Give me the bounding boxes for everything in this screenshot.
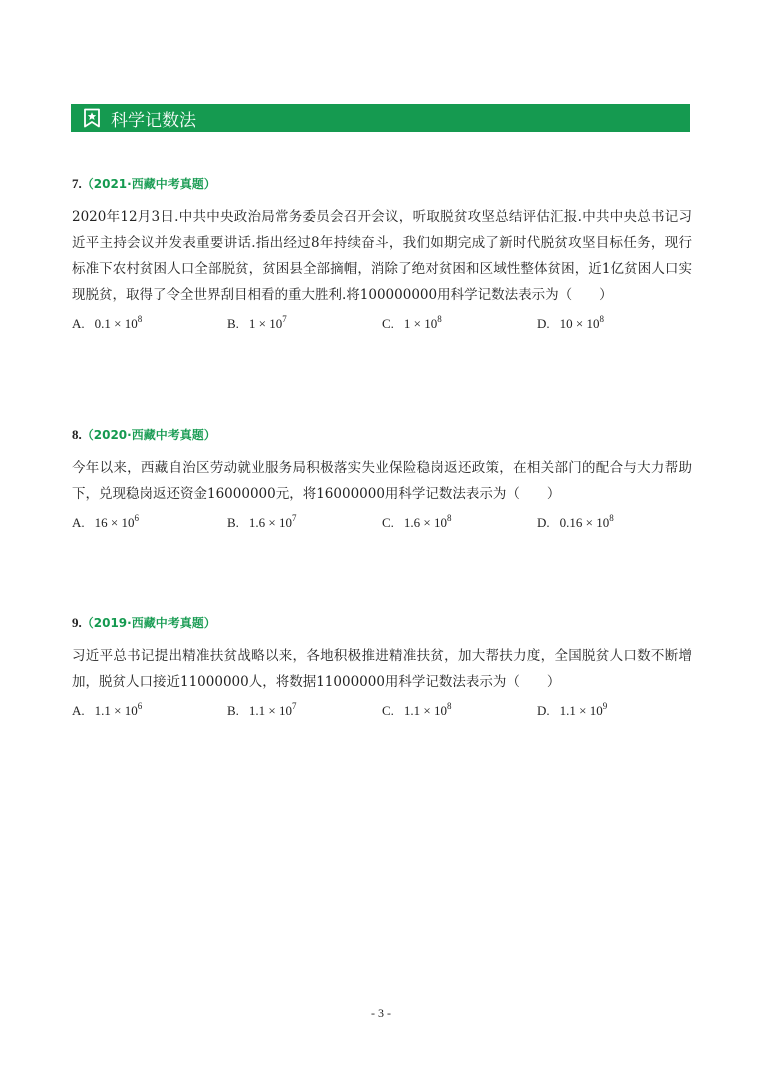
option-d[interactable]: D. $0.16 \times 10^8$ xyxy=(537,513,614,530)
section-title: 科学记数法 xyxy=(111,110,196,131)
option-b[interactable]: B. $1.1 \times 10^7$ xyxy=(227,701,297,718)
question-number: 7. xyxy=(72,176,82,191)
option-c[interactable]: C. $1.6 \times 10^8$ xyxy=(382,513,452,530)
question-number: 8. xyxy=(72,427,82,442)
question-header xyxy=(72,426,692,445)
answer-options xyxy=(72,316,692,338)
option-a[interactable]: A. $16 \times 10^6$ xyxy=(72,513,139,530)
question-source: （2021·西藏中考真题） xyxy=(81,177,216,191)
answer-options xyxy=(72,515,692,537)
question-8 xyxy=(72,426,692,537)
question-header xyxy=(72,175,692,194)
option-d[interactable]: D. $1.1 \times 10^9$ xyxy=(537,701,608,718)
bookmark-star-icon xyxy=(81,107,103,129)
option-c[interactable]: C. $1.1 \times 10^8$ xyxy=(382,701,452,718)
section-header xyxy=(71,104,690,132)
page-number: - 3 - xyxy=(371,1006,391,1020)
option-b[interactable]: B. $1 \times 10^7$ xyxy=(227,314,287,331)
option-c[interactable]: C. $1 \times 10^8$ xyxy=(382,314,442,331)
question-header xyxy=(72,614,692,633)
option-d[interactable]: D. $10 \times 10^8$ xyxy=(537,314,604,331)
option-a[interactable]: A. $1.1 \times 10^6$ xyxy=(72,701,143,718)
option-b[interactable]: B. $1.6 \times 10^7$ xyxy=(227,513,297,530)
question-source: （2020·西藏中考真题） xyxy=(81,428,216,442)
question-text: 2020年12月3日.中共中央政治局常务委员会召开会议，听取脱贫攻坚总结评估汇报.中共中央总书记习近平主持会议并发表重要讲话.指出经过8年持续奋斗，我们如期完成了新时代脱贫攻坚目标任务，现行标准下农村贫困人口全部脱贫，贫困县全部摘帽，消除了绝对贫困和区域性整体贫困，近1亿贫困人口实现脱贫，取得了令全世界刮目相看的重大胜利.将100000000用科学记数法表示为（ ） xyxy=(72,209,692,303)
question-7 xyxy=(72,175,692,338)
question-9 xyxy=(72,614,692,725)
question-source: （2019·西藏中考真题） xyxy=(81,616,216,630)
answer-options xyxy=(72,703,692,725)
question-text: 今年以来，西藏自治区劳动就业服务局积极落实失业保险稳岗返还政策，在相关部门的配合与大力帮助下，兑现稳岗返还资金16000000元，将16000000用科学记数法表示为（ ） xyxy=(72,460,692,502)
question-text: 习近平总书记提出精准扶贫战略以来，各地积极推进精准扶贫，加大帮扶力度，全国脱贫人口数不断增加，脱贫人口接近11000000人，将数据11000000用科学记数法表示为（ ） xyxy=(72,648,692,690)
option-a[interactable]: A. $0.1 \times 10^8$ xyxy=(72,314,143,331)
question-number: 9. xyxy=(72,615,82,630)
